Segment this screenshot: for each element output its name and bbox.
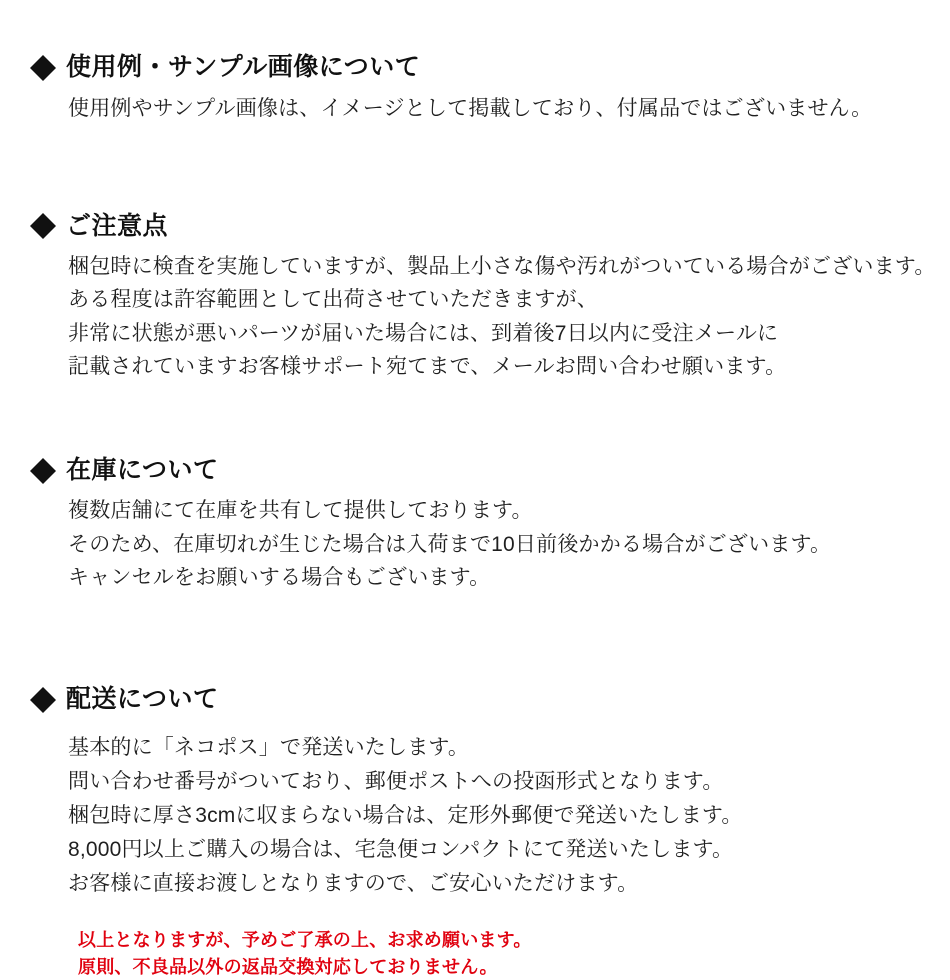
section-heading (30, 54, 920, 82)
body-line: 基本的に「ネコポス」で発送いたします。 (68, 736, 470, 760)
body-line: そのため、在庫切れが生じた場合は入荷まで10日前後かかる場合がございます。 (68, 532, 832, 556)
diamond-marker-icon (30, 674, 56, 700)
body-line: 複数店舗にて在庫を共有して提供しております。 (68, 499, 533, 523)
section-body (30, 731, 920, 901)
section-caution (30, 211, 936, 383)
notice-block (30, 927, 920, 979)
diamond-marker-icon (30, 42, 56, 68)
section-body (30, 250, 936, 383)
body-line: 梱包時に厚さ3cmに収まらない場合は、定形外郵便で発送いたします。 (68, 804, 743, 828)
section-title: 在庫について (66, 455, 219, 484)
section-heading (30, 213, 920, 241)
section-heading (30, 457, 920, 485)
body-line: キャンセルをお願いする場合もございます。 (68, 565, 491, 589)
diamond-marker-icon (30, 445, 56, 471)
body-line: 梱包時に検査を実施していますが、製品上小さな傷や汚れがついている場合がございます。 (68, 255, 936, 279)
notice-line: 原則、不良品以外の返品交換対応しておりません。 (78, 956, 498, 977)
section-stock (30, 457, 920, 594)
section-title: 使用例・サンプル画像について (66, 53, 421, 81)
body-line: 非常に状態が悪いパーツが届いた場合には、到着後7日以内に受注メールに (68, 321, 779, 345)
section-heading (30, 686, 920, 714)
section-title: ご注意点 (66, 211, 169, 240)
body-line: 使用例やサンプル画像は、イメージとして掲載しており、付属品ではございません。 (68, 96, 873, 120)
body-line: 8,000円以上ご購入の場合は、宅急便コンパクトにて発送いたします。 (68, 838, 734, 862)
section-body (30, 92, 920, 125)
body-line: 問い合わせ番号がついており、郵便ポストへの投函形式となります。 (68, 770, 724, 794)
body-line: 記載されていますお客様サポート宛てまで、メールお問い合わせ願います。 (68, 354, 787, 378)
body-line: ある程度は許容範囲として出荷させていただきますが、 (68, 288, 598, 312)
section-title: 配送について (66, 684, 219, 713)
diamond-marker-icon (30, 200, 56, 226)
section-shipping (30, 686, 920, 902)
notice-line: 以上となりますが、予めご了承の上、お求め願います。 (78, 930, 532, 951)
section-sample-images (30, 54, 920, 125)
body-line: お客様に直接お渡しとなりますので、ご安心いただけます。 (68, 872, 639, 896)
section-body (30, 494, 920, 594)
